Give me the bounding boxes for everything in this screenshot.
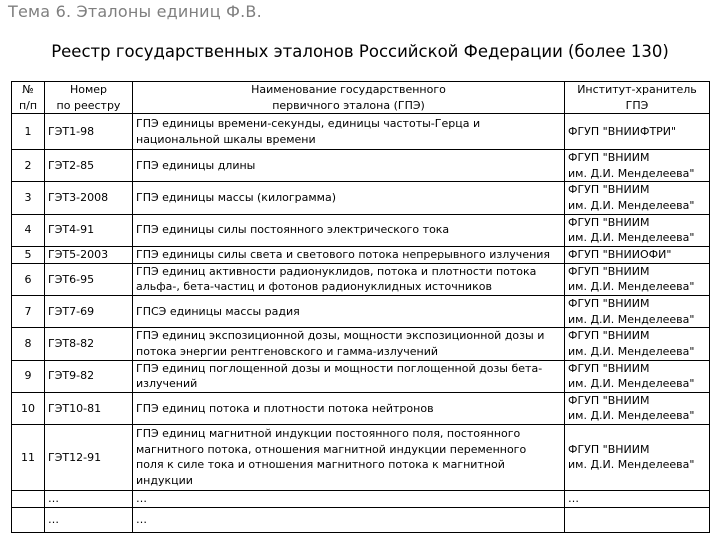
cell-line: ГПЭ единиц поглощенной дозы и мощности поглощенной дозы бета- <box>136 361 543 375</box>
row-number-cell <box>12 490 45 507</box>
row-number-cell: 11 <box>12 424 45 490</box>
header-line: п/п <box>18 98 38 112</box>
header-line: Институт-хранитель <box>577 83 697 96</box>
cell-line: ФГУП "ВНИИМ <box>568 297 650 311</box>
institute-cell <box>565 246 710 263</box>
cell-line: ГПЭ единиц потока и плотности потока нейтронов <box>136 401 434 415</box>
column-header-institute <box>565 82 710 114</box>
cell-line: им. Д.И. Менделеева" <box>568 409 695 423</box>
header-line: Наименование государственного <box>251 83 446 96</box>
table-row <box>12 214 710 246</box>
standard-name-cell <box>133 263 565 295</box>
standard-name-cell <box>133 182 565 214</box>
table-row <box>12 392 710 424</box>
column-header-standard-name <box>133 82 565 114</box>
row-number-cell: 3 <box>12 182 45 214</box>
cell-line: альфа-, бета-частиц и фотонов радионуклидных источников <box>136 280 492 294</box>
cell-line: ГПСЭ единицы массы радия <box>136 304 300 318</box>
table-body <box>12 114 710 533</box>
registry-number-cell: ГЭТ2-85 <box>45 150 133 182</box>
header-line: по реестру <box>56 98 121 112</box>
page-title: Реестр государственных эталонов Российской Федерации (более 130) <box>51 42 669 61</box>
institute-cell <box>565 214 710 246</box>
registry-number-cell: … <box>45 490 133 507</box>
registry-number-cell: ГЭТ10-81 <box>45 392 133 424</box>
standards-registry-table <box>11 81 710 533</box>
cell-line: ФГУП "ВНИИМ <box>568 442 650 456</box>
institute-cell <box>565 328 710 360</box>
cell-line: ГПЭ единиц экспозиционной дозы, мощности экспозиционной дозы и <box>136 329 545 343</box>
standard-name-cell <box>133 392 565 424</box>
standard-name-cell <box>133 296 565 328</box>
cell-line: им. Д.И. Менделеева" <box>568 231 695 245</box>
institute-cell <box>565 392 710 424</box>
cell-line: … <box>136 513 147 527</box>
row-number-cell: 5 <box>12 246 45 263</box>
standard-name-cell <box>133 424 565 490</box>
table-row <box>12 263 710 295</box>
cell-line: им. Д.И. Менделеева" <box>568 458 695 472</box>
cell-line: ФГУП "ВНИИМ <box>568 264 650 278</box>
cell-line: ГПЭ единицы длины <box>136 159 256 173</box>
header-line: Номер <box>69 83 108 96</box>
registry-number-cell: ГЭТ6-95 <box>45 263 133 295</box>
row-number-cell: 6 <box>12 263 45 295</box>
institute-cell <box>565 114 710 150</box>
registry-number-cell: ГЭТ3-2008 <box>45 182 133 214</box>
standard-name-cell <box>133 328 565 360</box>
header-line: ГПЭ <box>625 98 649 112</box>
institute-cell <box>565 490 710 507</box>
row-number-cell: 8 <box>12 328 45 360</box>
table-row <box>12 360 710 392</box>
cell-line: ФГУП "ВНИИМ <box>568 151 650 165</box>
row-number-cell <box>12 507 45 532</box>
institute-cell <box>565 296 710 328</box>
standard-name-cell <box>133 150 565 182</box>
table-row <box>12 246 710 263</box>
institute-cell <box>565 424 710 490</box>
table-row <box>12 507 710 532</box>
cell-line: им. Д.И. Менделеева" <box>568 312 695 326</box>
registry-number-cell: ГЭТ5-2003 <box>45 246 133 263</box>
institute-cell <box>565 507 710 532</box>
cell-line: излучений <box>136 377 198 391</box>
cell-line: ФГУП "ВНИИМ <box>568 215 650 229</box>
cell-line: потока энергии рентгеновского и гамма-излучений <box>136 344 438 358</box>
row-number-cell: 1 <box>12 114 45 150</box>
cell-line: ГПЭ единицы времени-секунды, единицы частоты-Герца и <box>136 117 481 131</box>
registry-number-cell: ГЭТ4-91 <box>45 214 133 246</box>
table-row <box>12 490 710 507</box>
institute-cell <box>565 150 710 182</box>
cell-line: им. Д.И. Менделеева" <box>568 199 695 213</box>
column-header-number <box>12 82 45 114</box>
standard-name-cell <box>133 114 565 150</box>
table-row <box>12 424 710 490</box>
cell-line: индукции <box>136 474 193 488</box>
cell-line: ФГУП "ВНИИМ <box>568 183 650 197</box>
row-number-cell: 2 <box>12 150 45 182</box>
cell-line: ФГУП "ВНИИМ <box>568 361 650 375</box>
cell-line: им. Д.И. Менделеева" <box>568 344 695 358</box>
table-row <box>12 328 710 360</box>
header-line: № <box>22 83 34 96</box>
cell-line: им. Д.И. Менделеева" <box>568 377 695 391</box>
cell-line: … <box>136 492 147 506</box>
standard-name-cell <box>133 214 565 246</box>
cell-line: ФГУП "ВНИИМ <box>568 393 650 407</box>
standard-name-cell <box>133 490 565 507</box>
table-row <box>12 114 710 150</box>
cell-line: ФГУП "ВНИИОФИ" <box>568 248 672 262</box>
table-row <box>12 150 710 182</box>
cell-line: национальной шкалы времени <box>136 132 316 146</box>
row-number-cell: 10 <box>12 392 45 424</box>
cell-line: поля к силе тока и отношения магнитного потока к магнитной <box>136 458 505 472</box>
cell-line: ГПЭ единицы массы (килограмма) <box>136 191 336 205</box>
header-line: первичного эталона (ГПЭ) <box>272 98 425 112</box>
institute-cell <box>565 182 710 214</box>
registry-number-cell: ГЭТ8-82 <box>45 328 133 360</box>
cell-line: ГПЭ единиц магнитной индукции постоянного поля, постоянного <box>136 427 521 441</box>
cell-line: магнитного потока, отношения магнитной индукции переменного <box>136 442 527 456</box>
cell-line: … <box>568 492 579 506</box>
cell-line: ГПЭ единицы силы постоянного электрического тока <box>136 223 450 237</box>
registry-number-cell: ГЭТ12-91 <box>45 424 133 490</box>
cell-line: ФГУП "ВНИИМ <box>568 329 650 343</box>
slide-topic-title: Тема 6. Эталоны единиц Ф.В. <box>8 2 262 21</box>
row-number-cell: 9 <box>12 360 45 392</box>
cell-line: ГПЭ единицы силы света и светового потока непрерывного излучения <box>136 248 551 262</box>
cell-line: ГПЭ единиц активности радионуклидов, потока и плотности потока <box>136 264 537 278</box>
standard-name-cell <box>133 360 565 392</box>
row-number-cell: 4 <box>12 214 45 246</box>
standard-name-cell <box>133 507 565 532</box>
cell-line: им. Д.И. Менделеева" <box>568 280 695 294</box>
row-number-cell: 7 <box>12 296 45 328</box>
institute-cell <box>565 360 710 392</box>
cell-line: ФГУП "ВНИИФТРИ" <box>568 124 677 138</box>
column-header-registry-number <box>45 82 133 114</box>
table-header-row <box>12 82 710 114</box>
cell-line: им. Д.И. Менделеева" <box>568 166 695 180</box>
registry-number-cell: ГЭТ1-98 <box>45 114 133 150</box>
institute-cell <box>565 263 710 295</box>
registry-number-cell: … <box>45 507 133 532</box>
table-row <box>12 296 710 328</box>
table-row <box>12 182 710 214</box>
registry-number-cell: ГЭТ7-69 <box>45 296 133 328</box>
registry-number-cell: ГЭТ9-82 <box>45 360 133 392</box>
standard-name-cell <box>133 246 565 263</box>
